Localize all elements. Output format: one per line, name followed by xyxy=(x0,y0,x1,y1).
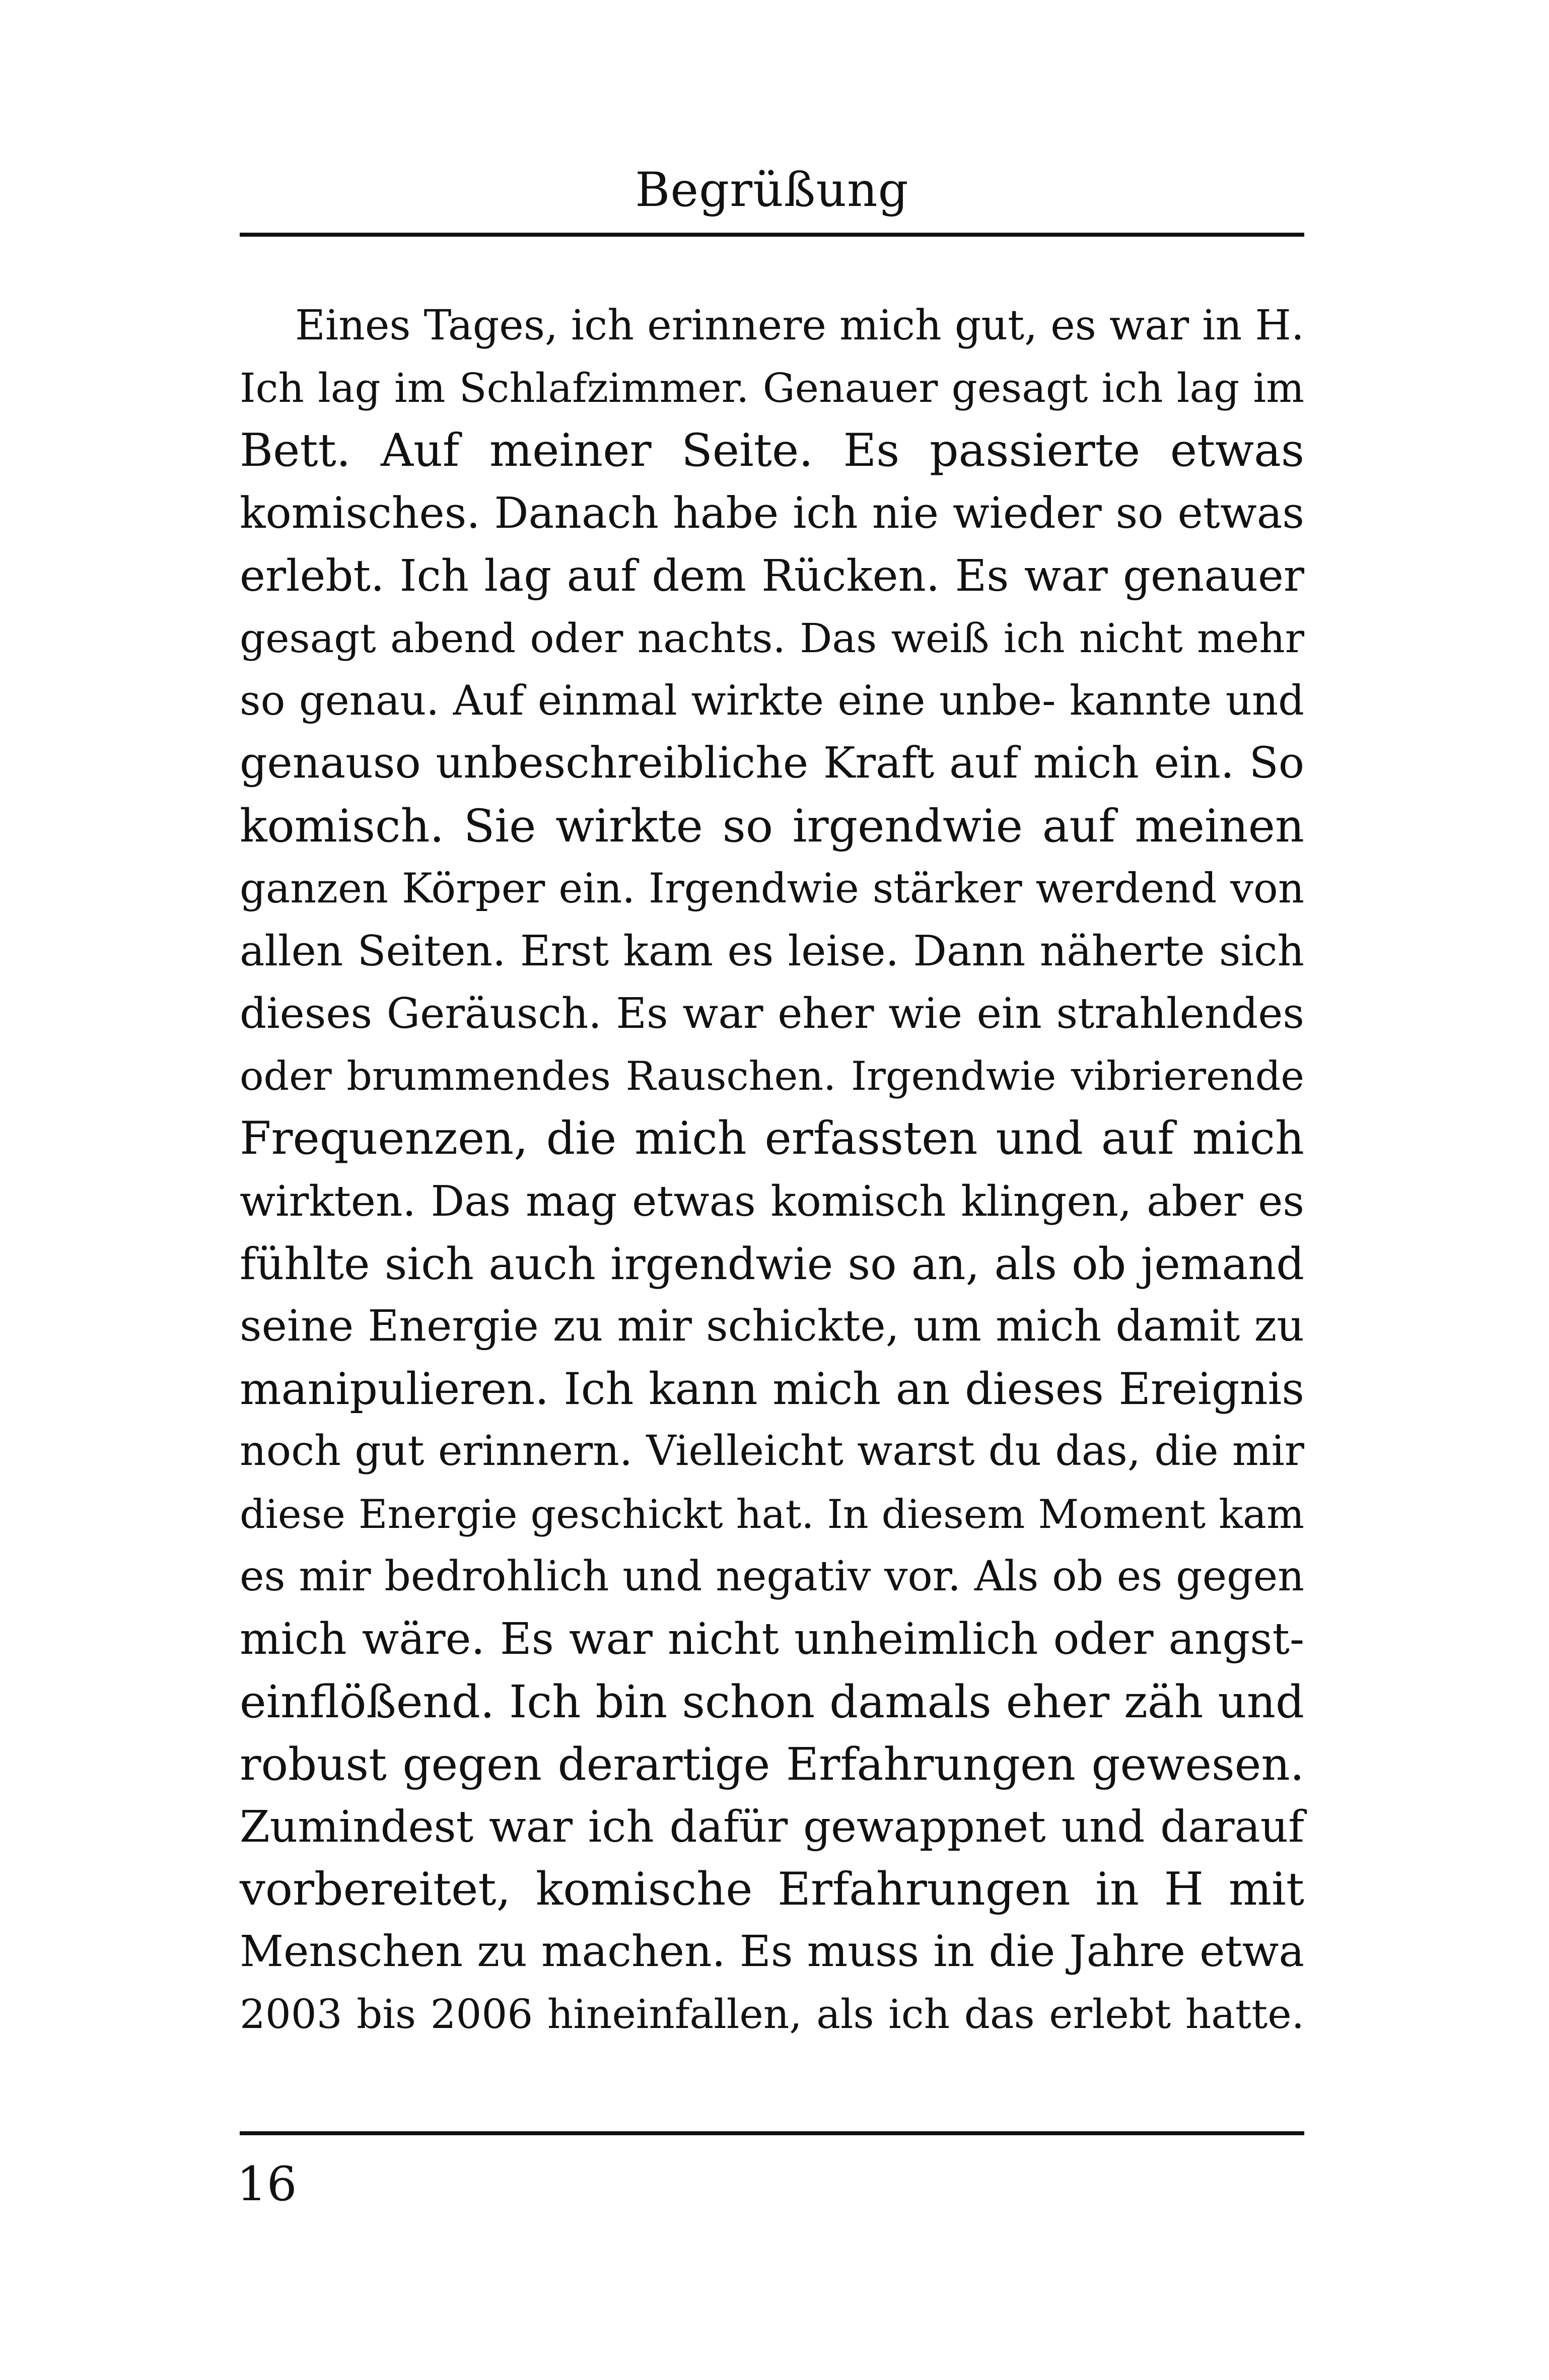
text-line: genauso unbeschreibliche Kraft auf mich ein. So xyxy=(240,738,1304,789)
text-line: seine Energie zu mir schickte, um mich damit zu xyxy=(240,1301,1304,1351)
text-line: so genau. Auf einmal wirkte eine unbe- kannte und xyxy=(240,677,1304,725)
text-line: noch gut erinnern. Vielleicht warst du das, die mir xyxy=(240,1427,1304,1476)
text-line: allen Seiten. Erst kam es leise. Dann näherte sich xyxy=(240,926,1304,975)
running-head-title: Begrüßung xyxy=(635,163,909,218)
text-line: Frequenzen, die mich erfassten und auf mich xyxy=(240,1112,1304,1165)
text-line: erlebt. Ich lag auf dem Rücken. Es war genauer xyxy=(240,550,1304,601)
text-line: 2003 bis 2006 hineinfallen, als ich das erlebt hatte. xyxy=(240,1991,1304,2038)
text-line: fühlte sich auch irgendwie so an, als ob jemand xyxy=(240,1238,1304,1290)
text-line: einflößend. Ich bin schon damals eher zäh und xyxy=(240,1675,1304,1728)
text-line: oder brummendes Rauschen. Irgendwie vibrierende xyxy=(240,1053,1304,1100)
header-rule xyxy=(240,233,1304,237)
text-line: Menschen zu machen. Es muss in die Jahre etwa xyxy=(240,1926,1304,1977)
text-line: vorbereitet, komische Erfahrungen in H mit xyxy=(240,1862,1304,1916)
text-line: manipulieren. Ich kann mich an dieses Ereignis xyxy=(240,1363,1304,1415)
footer-rule xyxy=(240,2131,1304,2135)
text-line: robust gegen derartige Erfahrungen gewesen. xyxy=(240,1738,1304,1791)
text-line: Eines Tages, ich erinnere mich gut, es war in H. xyxy=(295,302,1304,349)
text-line: mich wäre. Es war nicht unheimlich oder angst- xyxy=(240,1614,1304,1664)
text-line: ganzen Körper ein. Irgendwie stärker werdend von xyxy=(240,865,1304,913)
text-line: Ich lag im Schlafzimmer. Genauer gesagt ich lag im xyxy=(240,365,1304,412)
body-text xyxy=(240,295,1304,2046)
text-line: komisches. Danach habe ich nie wieder so etwas xyxy=(240,488,1304,538)
text-line: Bett. Auf meiner Seite. Es passierte etwas xyxy=(240,424,1304,477)
text-line: komisch. Sie wirkte so irgendwie auf meinen xyxy=(240,799,1304,853)
text-line: diese Energie geschickt hat. In diesem Moment kam xyxy=(240,1491,1304,1537)
text-line: Zumindest war ich dafür gewappnet und darauf xyxy=(240,1801,1304,1852)
text-line: es mir bedrohlich und negativ vor. Als ob es gegen xyxy=(240,1552,1304,1600)
page-number: 16 xyxy=(237,2157,297,2212)
text-line: wirkten. Das mag etwas komisch klingen, aber es xyxy=(240,1176,1304,1226)
text-line: dieses Geräusch. Es war eher wie ein strahlendes xyxy=(240,989,1304,1038)
text-line: gesagt abend oder nachts. Das weiß ich nicht mehr xyxy=(240,614,1304,662)
